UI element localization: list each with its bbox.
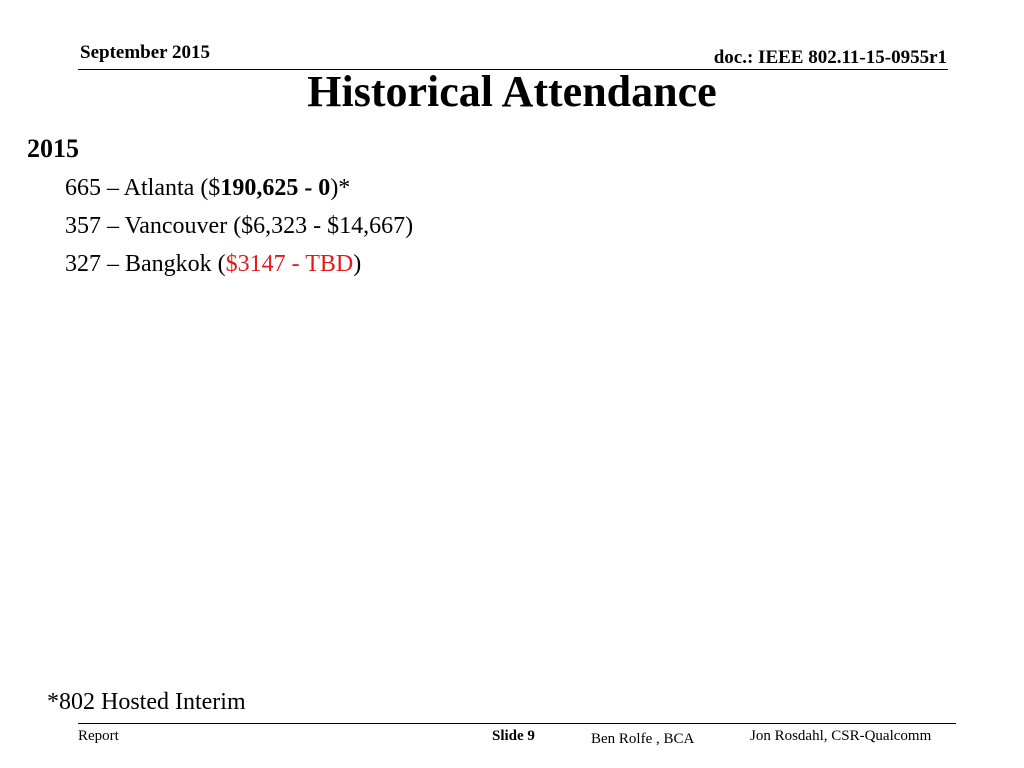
footer-left-label: Report bbox=[78, 728, 119, 744]
entry-red-amount: $3147 - TBD bbox=[225, 251, 354, 277]
entry-bold-amount: 190,625 - 0 bbox=[220, 175, 331, 201]
header-date: September 2015 bbox=[80, 42, 210, 63]
year-heading: 2015 bbox=[27, 134, 79, 163]
entry-suffix: ) bbox=[353, 251, 362, 277]
slide-title: Historical Attendance bbox=[307, 67, 717, 116]
entry-suffix: )* bbox=[330, 175, 351, 201]
attendance-entry-bangkok bbox=[65, 251, 361, 278]
header-doc-id: doc.: IEEE 802.11-15-0955r1 bbox=[713, 47, 947, 68]
attendance-entry-vancouver bbox=[65, 213, 413, 240]
entry-prefix: 327 – Bangkok ( bbox=[65, 251, 226, 277]
footer-divider bbox=[78, 723, 956, 724]
footer-slide-number: Slide 9 bbox=[492, 728, 535, 744]
footnote: *802 Hosted Interim bbox=[47, 689, 246, 715]
footer-author: Jon Rosdahl, CSR-Qualcomm bbox=[750, 728, 932, 744]
entry-prefix: 665 – Atlanta ($ bbox=[65, 175, 221, 201]
attendance-entry-atlanta bbox=[65, 175, 350, 202]
footer-presenter: Ben Rolfe , BCA bbox=[591, 731, 695, 747]
entry-text: 357 – Vancouver ($6,323 - $14,667) bbox=[65, 213, 414, 239]
